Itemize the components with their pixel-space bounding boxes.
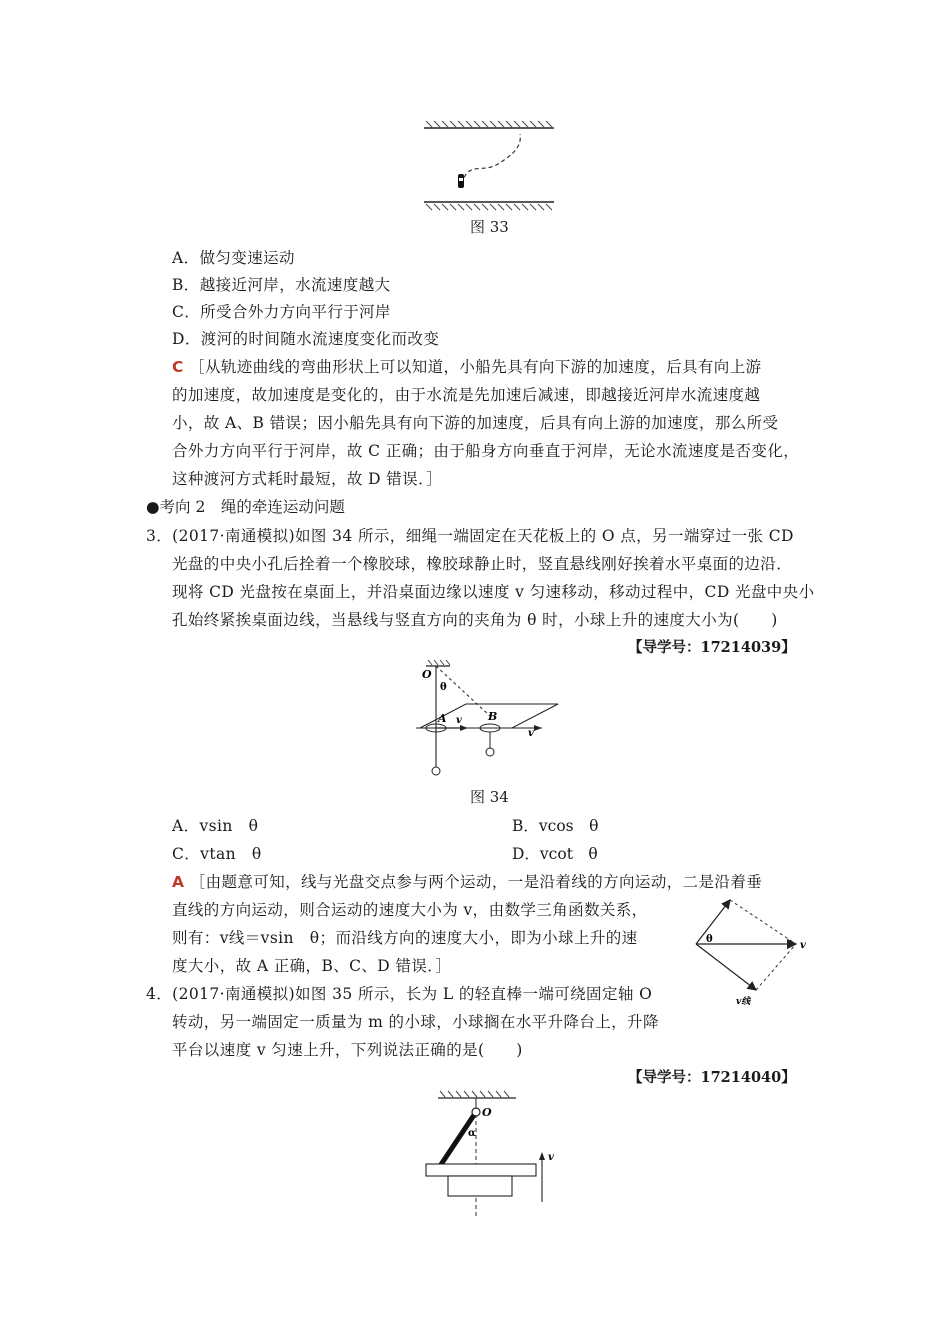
- q3-stem-line-1: 3．(2017·南通模拟)如图 34 所示，细绳一端固定在天花板上的 O 点，另一端穿过一张 CD: [146, 527, 794, 545]
- q2-explanation-line-1: C ［从轨迹曲线的弯曲形状上可以知道，小船先具有向下游的加速度，后具有向上游: [172, 358, 762, 376]
- q3-option-d: D．vcot θ: [512, 845, 598, 863]
- fig34-label-v2: v: [528, 728, 534, 739]
- velocity-decomposition-diagram: [692, 892, 812, 1008]
- fig35-label-v: v: [548, 1152, 554, 1163]
- q3-daoxuehao: 【导学号：17214039】: [628, 639, 796, 656]
- q2-explanation-line-2: 的加速度，故加速度是变化的，由于水流是先加速后减速，即越接近河岸水流速度越: [172, 386, 761, 404]
- q3-option-c: C．vtan θ: [172, 845, 262, 863]
- fig34-label-o: O: [422, 668, 432, 681]
- q3-explanation-line-3: 则有：v线＝vsin θ；而沿线方向的速度大小，即为小球上升的速: [172, 929, 638, 947]
- figure-35: [418, 1090, 568, 1220]
- q2-explanation-line-4: 合外力方向平行于河岸，故 C 正确；由于船身方向垂直于河岸，无论水流速度是否变化，: [172, 442, 800, 460]
- q3-stem-line-3: 现将 CD 光盘按在桌面上，并沿桌面边缘以速度 v 匀速移动，移动过程中，CD 光盘中央小: [172, 583, 815, 601]
- section-title: 考向 2 绳的牵连运动问题: [159, 498, 345, 516]
- q2-explanation-line-3: 小，故 A、B 错误；因小船先具有向下游的加速度，后具有向上游的加速度，那么所受: [172, 414, 779, 432]
- fig35-label-o: O: [482, 1106, 492, 1119]
- fig34-label-v1: v: [456, 715, 462, 726]
- q3-explanation-line-1: A ［由题意可知，线与光盘交点参与两个运动，一是沿着线的方向运动，二是沿着垂: [172, 873, 763, 891]
- figure-33: [418, 118, 560, 214]
- q2-answer: C: [172, 358, 184, 376]
- fig34-label-a: A: [438, 712, 447, 725]
- q3-explanation-line-4: 度大小，故 A 正确，B、C、D 错误．］: [172, 957, 452, 975]
- q2-option-c: C．所受合外力方向平行于河岸: [172, 303, 391, 321]
- q4-stem-line-1: 4．(2017·南通模拟)如图 35 所示，长为 L 的轻直棒一端可绕固定轴 O: [146, 985, 653, 1003]
- fig34-label-theta: θ: [440, 682, 447, 693]
- q4-stem-line-3: 平台以速度 v 匀速上升，下列说法正确的是( ): [172, 1041, 523, 1059]
- figure-34-caption: 图 34: [470, 788, 509, 806]
- figure-33-caption: 图 33: [470, 218, 509, 236]
- vec-label-theta: θ: [706, 934, 713, 945]
- q4-daoxuehao: 【导学号：17214040】: [628, 1069, 796, 1086]
- q2-option-a: A．做匀变速运动: [172, 249, 295, 267]
- figure-34: [412, 660, 572, 780]
- q2-option-b: B．越接近河岸，水流速度越大: [172, 276, 391, 294]
- vec-label-v: v: [800, 940, 806, 951]
- fig35-label-alpha: α: [468, 1128, 476, 1139]
- q3-stem-line-4: 孔始终紧挨桌面边线，当悬线与竖直方向的夹角为 θ 时，小球上升的速度大小为( ): [172, 611, 778, 629]
- section-bullet: ●: [146, 498, 160, 516]
- q2-explanation-line-5: 这种渡河方式耗时最短，故 D 错误．］: [172, 470, 443, 488]
- fig34-label-b: B: [488, 710, 498, 723]
- q3-answer: A: [172, 873, 185, 891]
- section-heading: [146, 495, 345, 517]
- q2-option-d: D．渡河的时间随水流速度变化而改变: [172, 330, 440, 348]
- q3-explanation-line-2: 直线的方向运动，则合运动的速度大小为 v，由数学三角函数关系，: [172, 901, 648, 919]
- vec-label-vline: v线: [736, 997, 751, 1007]
- q3-stem-line-2: 光盘的中央小孔后拴着一个橡胶球，橡胶球静止时，竖直悬线刚好挨着水平桌面的边沿．: [172, 555, 793, 573]
- q3-option-a: A．vsin θ: [172, 817, 259, 835]
- q4-stem-line-2: 转动，另一端固定一质量为 m 的小球，小球搁在水平升降台上，升降: [172, 1013, 659, 1031]
- q3-option-b: B．vcos θ: [512, 817, 599, 835]
